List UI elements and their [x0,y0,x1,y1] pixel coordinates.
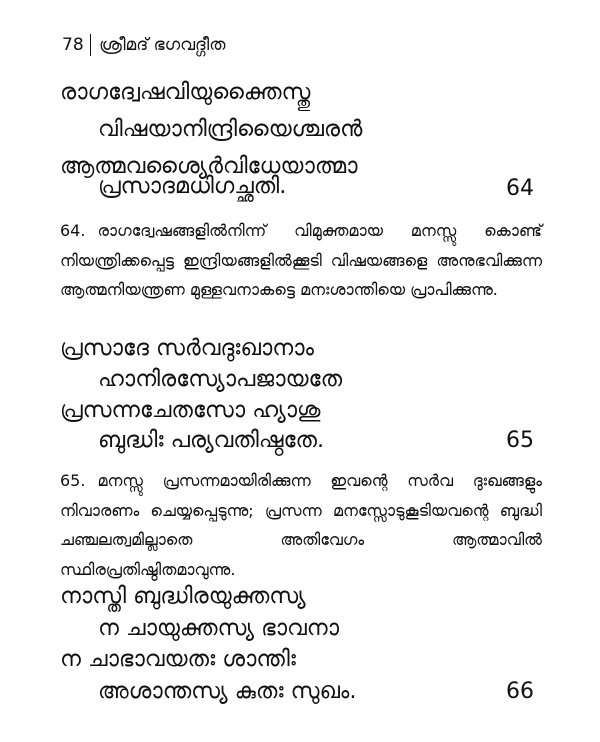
commentary-number-65: 65. [60,471,86,490]
verse-number-66: 66 [506,679,534,704]
verse-64-line-1: രാഗദ്വേഷവിയുക്തൈസ്തു [60,79,311,105]
page-header [62,34,225,56]
verse-65-line-4: ബുദ്ധിഃ പര്യവതിഷ്ഠതേ. [98,427,325,453]
commentary-65 [60,466,542,584]
verse-65-line-3: പ്രസന്നചേതസോ ഹ്യാശു [60,397,321,423]
verse-66-line-3: ന ചാഭാവയതഃ ശാന്തിഃ [60,646,296,672]
verse-65-line-1: പ്രസാദേ സർവദുഃഖാനാം [60,335,314,361]
verse-66-line-4: അശാന്തസ്യ കുതഃ സുഖം. [98,678,357,704]
verse-66-line-2: ന ചായുക്തസ്യ ഭാവനാ [98,615,339,641]
header-divider [90,34,92,56]
commentary-number-64: 64. [60,221,86,240]
verse-64-line-3: ആത്മവശ്യൈർവിധേയാത്മാ [60,153,358,179]
verse-64-line-2: വിഷയാനിന്ദ്രിയൈശ്ചരൻ [98,116,363,142]
commentary-text-65: മനസ്സു പ്രസന്നമായിരിക്കുന്ന ഇവന്റെ സർവ ദുഃഖങ്ങളും നിവാരണം ചെയ്യപ്പെടുന്നു; പ്രസന്ന മനസ്സോടുകൂടിയവന്റെ ബുദ്ധി ചഞ്ചലത്വമില്ലാതെ അതിവേഗം ആത്മാവിൽ സ്ഥിരപ്രതിഷ്ഠിതമാവുന്നു. [60,471,542,579]
commentary-text-64: രാഗദ്വേഷങ്ങളിൽനിന്ന് വിമുക്തമായ മനസ്സു കൊണ്ട് നിയന്ത്രിക്കപ്പെട്ട ഇന്ദ്രിയങ്ങളിൽക്കൂടി വിഷയങ്ങളെ അനുഭവിക്കുന്ന ആത്മനിയന്ത്രണ മുള്ളവനാകട്ടെ മനഃശാന്തിയെ പ്രാപിക്കുന്നു. [60,221,542,299]
page-number: 78 [62,35,84,55]
verse-66-line-1: നാസ്തി ബുദ്ധിരയുക്തസ്യ [60,583,306,609]
verse-number-64: 64 [506,176,534,201]
book-title: ശ്രീമദ് ഭഗവദ്ഗീത [99,35,226,55]
verse-64-line-4: പ്രസാദമധിഗച്ഛതി. [98,173,287,199]
verse-number-65: 65 [506,428,534,453]
commentary-64 [60,216,542,305]
verse-65-line-2: ഹാനിരസ്യോപജായതേ [98,366,343,392]
